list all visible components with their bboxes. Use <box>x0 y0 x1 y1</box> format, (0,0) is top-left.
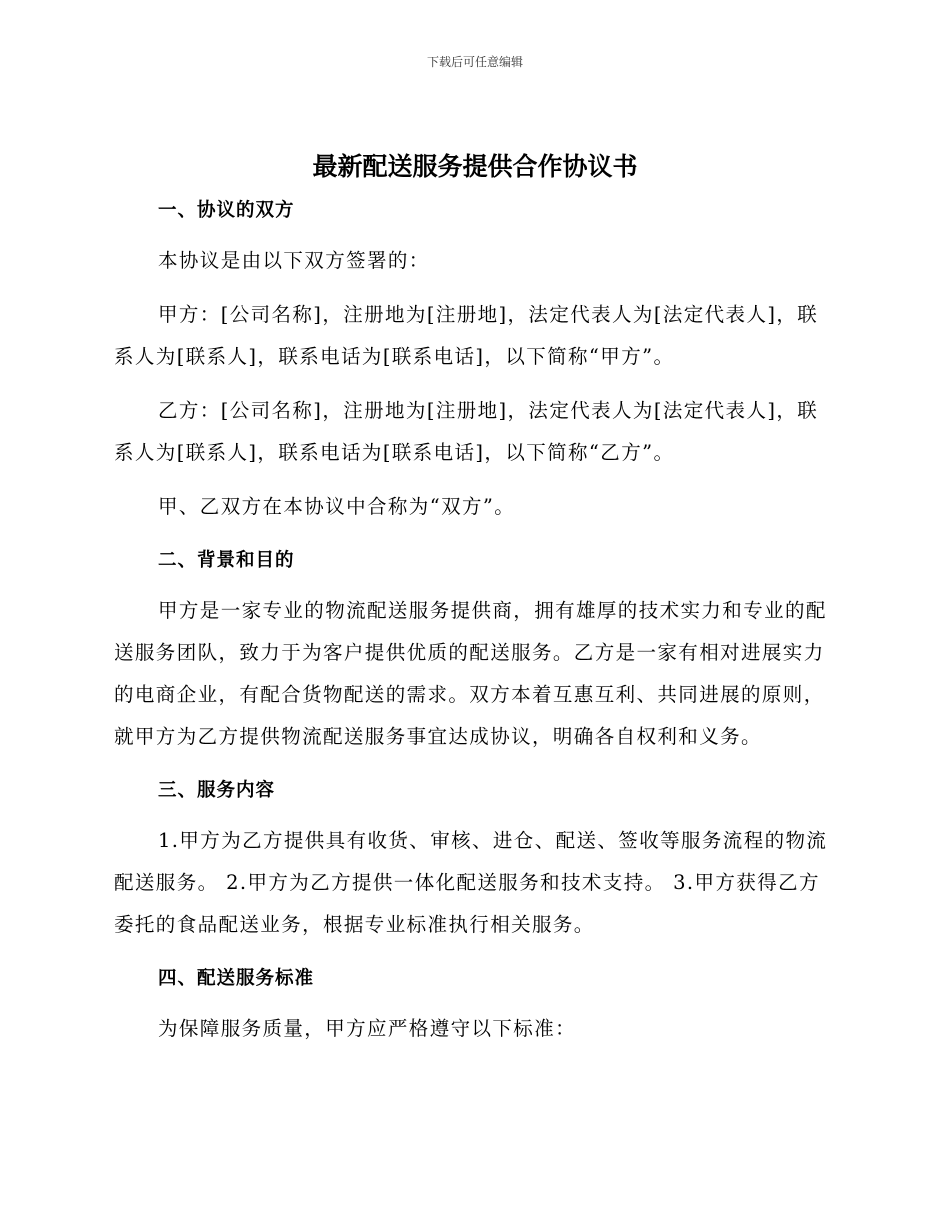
paragraph-service-standards: 为保障服务质量，甲方应严格遵守以下标准： <box>158 1017 577 1040</box>
document-title: 最新配送服务提供合作协议书 <box>312 152 638 181</box>
paragraph-service-content: 1.甲方为乙方提供具有收货、审核、进仓、配送、签收等服务流程的物流配送服务。 2.甲方为乙方提供一体化配送服务和技术支持。 3.甲方获得乙方委托的食品配送业务，根据专业标准执行相关服务。 <box>114 829 828 936</box>
section-heading-parties: 一、协议的双方 <box>158 200 295 221</box>
paragraph-party-b: 乙方：[公司名称]，注册地为[注册地]，法定代表人为[法定代表人]，联系人为[联系人]，联系电话为[联系电话]，以下简称“乙方”。 <box>114 399 819 464</box>
page-header-note: 下载后可任意编辑 <box>426 55 523 69</box>
document-body <box>114 194 836 1050</box>
section-heading-service-standards: 四、配送服务标准 <box>158 968 315 989</box>
paragraph-party-a: 甲方：[公司名称]，注册地为[注册地]，法定代表人为[法定代表人]，联系人为[联系人]，联系电话为[联系电话]，以下简称“甲方”。 <box>114 303 819 368</box>
paragraph-background: 甲方是一家专业的物流配送服务提供商，拥有雄厚的技术实力和专业的配送服务团队，致力于为客户提供优质的配送服务。乙方是一家有相对进展实力的电商企业，有配合货物配送的需求。双方本着互惠互利、共同进展的原则，就甲方为乙方提供物流配送服务事宜达成协议，明确各自权利和义务。 <box>114 599 827 748</box>
paragraph-collective-name: 甲、乙双方在本协议中合称为“双方”。 <box>158 495 516 518</box>
paragraph-intro: 本协议是由以下双方签署的： <box>158 249 430 272</box>
section-heading-background: 二、背景和目的 <box>158 550 295 571</box>
section-heading-service-content: 三、服务内容 <box>158 780 276 801</box>
